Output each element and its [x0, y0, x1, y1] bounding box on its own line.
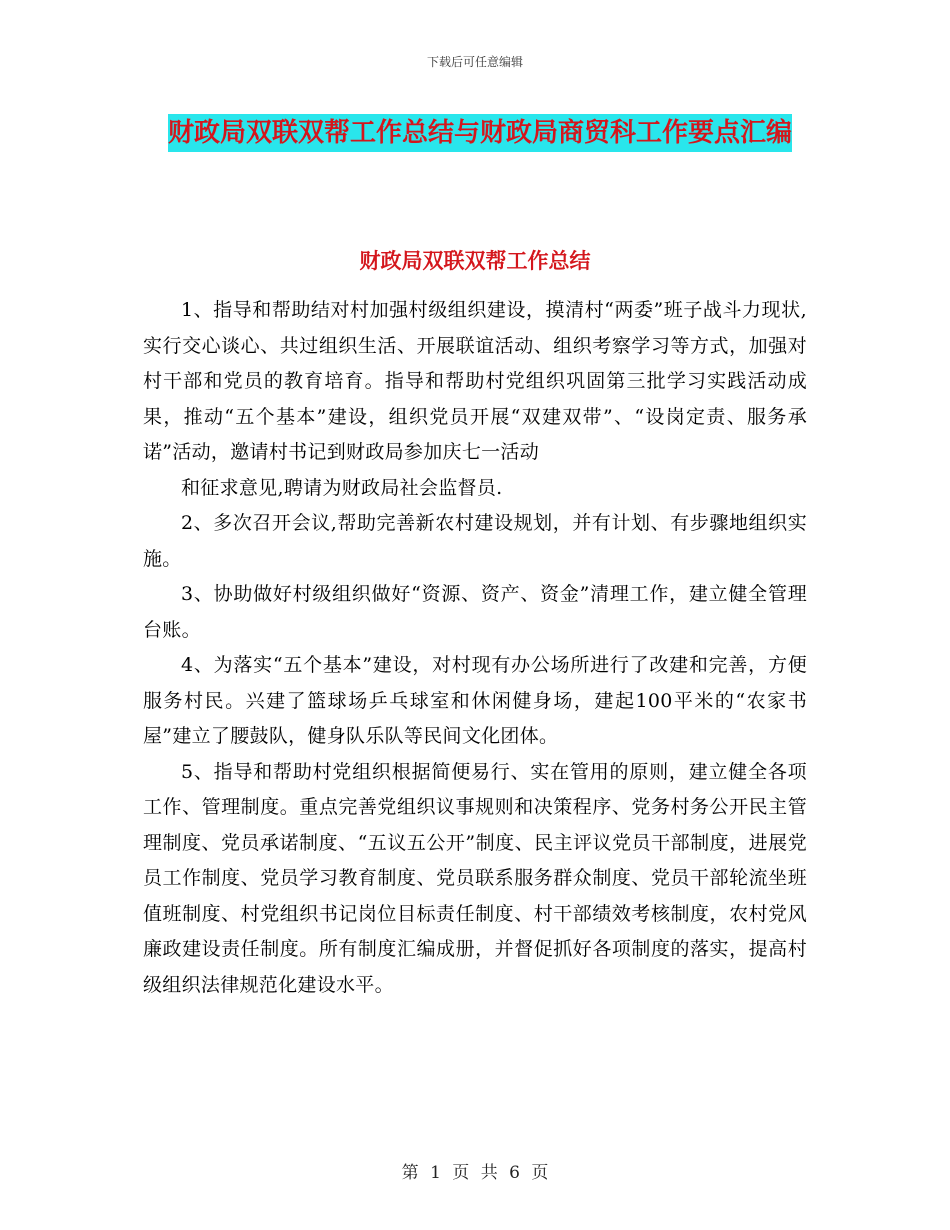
paragraph: 和征求意见,聘请为财政局社会监督员. — [181, 476, 503, 499]
header-note: 下载后可任意编辑 — [426, 55, 523, 69]
document-title — [150, 108, 810, 159]
paragraph: 5、指导和帮助村党组织根据简便易行、实在管用的原则，建立健全各项工作、管理制度。重点完善党组织议事规则和决策程序、党务村务公开民主管理制度、党员承诺制度、“五议五公开”制度、民主评议党员干部制度，进展党员工作制度、党员学习教育制度、党员联系服务群众制度、党员干部轮流坐班值班制度、村党组织书记岗位目标责任制度、村干部绩效考核制度，农村党风廉政建设责任制度。所有制度汇编成册，并督促抓好各项制度的落实，提高村级组织法律规范化建设水平。 — [143, 760, 807, 996]
page-footer: 第 1 页 共 6 页 — [401, 1163, 549, 1183]
paragraph: 1、指导和帮助结对村加强村级组织建设，摸清村“两委”班子战斗力现状,实行交心谈心、共过组织生活、开展联谊活动、组织考察学习等方式，加强对村干部和党员的教育培育。指导和帮助村党组织巩固第三批学习实践活动成果，推动“五个基本”建设，组织党员开展“双建双带”、“设岗定责、服务承诺”活动，邀请村书记到财政局参加庆七一活动 — [143, 299, 807, 463]
paragraph: 3、协助做好村级组织做好“资源、资产、资金”清理工作，建立健全管理台账。 — [143, 583, 807, 641]
section-title: 财政局双联双帮工作总结 — [359, 249, 591, 273]
document-title-text: 财政局双联双帮工作总结与财政局商贸科工作要点汇编 — [168, 114, 792, 152]
body-text — [143, 293, 807, 1003]
paragraph: 4、为落实“五个基本”建设，对村现有办公场所进行了改建和完善，方便服务村民。兴建了篮球场乒乓球室和休闲健身场，建起100平米的“农家书屋”建立了腰鼓队，健身队乐队等民间文化团体。 — [143, 654, 807, 747]
paragraph: 2、多次召开会议,帮助完善新农村建设规划，并有计划、有步骤地组织实施。 — [143, 512, 807, 570]
